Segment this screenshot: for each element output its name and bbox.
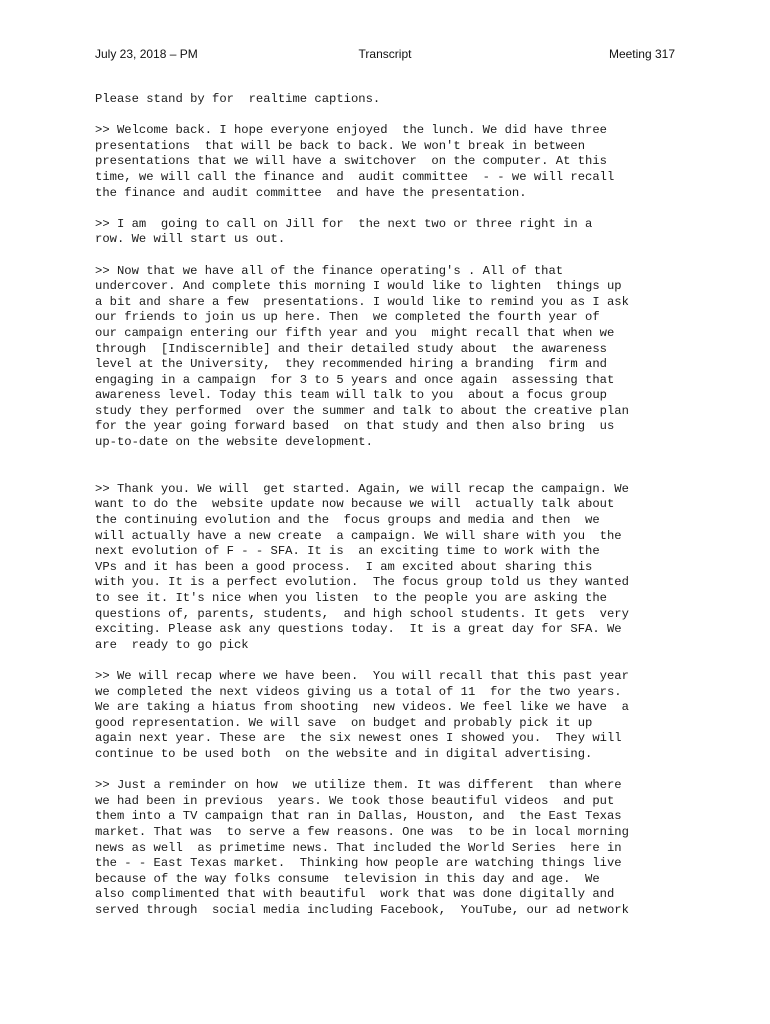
transcript-paragraph: >> We will recap where we have been. You will recall that this past year we completed the next videos giving us a total of 11 for the two years. We are taking a hiatus from shooting new videos. We feel like we have a good representation. We will save on budget and probably pick it up again next year. These are the six newest ones I showed you. They will continue to be used both on the website and in digital advertising.: [95, 668, 629, 761]
header-title: Transcript: [358, 47, 412, 61]
transcript-paragraph: >> Thank you. We will get started. Again, we will recap the campaign. We want to do the website update now because we will actually talk about the continuing evolution and the focus groups and media and then we will actually have a new create a campaign. We will share with you the next evolution of F - - SFA. It is an exciting time to work with the VPs and it has been a good process. I am excited about sharing this with you. It is a perfect evolution. The focus group told us they wanted to see it. It's nice when you listen to the people you are asking the questions of, parents, students, and high school students. It gets very exciting. Please ask any questions today. It is a great day for SFA. We are ready to go pick: [95, 481, 629, 652]
transcript-paragraph: Please stand by for realtime captions.: [95, 92, 381, 106]
transcript-body: [95, 92, 695, 934]
transcript-paragraph: >> Welcome back. I hope everyone enjoyed the lunch. We did have three presentations that will be back to back. We won't break in between presentations that we will have a switchover on the computer. At this time, we will call the finance and audit committee - - we will recall the finance and audit committee and have the presentation.: [95, 123, 615, 200]
transcript-paragraph: >> I am going to call on Jill for the next two or three right in a row. We will start us out.: [95, 216, 593, 247]
header-date: July 23, 2018 – PM: [95, 47, 198, 61]
page-header: [95, 47, 675, 67]
header-meeting-number: Meeting 317: [608, 47, 675, 61]
transcript-paragraph: >> Just a reminder on how we utilize them. It was different than where we had been in previous years. We took those beautiful videos and put them into a TV campaign that ran in Dallas, Houston, and the East Texas market. That was to serve a few reasons. One was to be in local morning news as well as primetime news. That included the World Series here in the - - East Texas market. Thinking how people are watching things live because of the way folks consume television in this day and age. We also complimented that with beautiful work that was done digitally and served through social media including Facebook, YouTube, our ad network: [95, 778, 629, 917]
transcript-paragraph: >> Now that we have all of the finance operating's . All of that undercover. And complete this morning I would like to lighten things up a bit and share a few presentations. I would like to remind you as I ask our friends to join us up here. Then we completed the fourth year of our campaign entering our fifth year and you might recall that when we through [Indiscernible] and their detailed study about the awareness level at the University, they recommended hiring a branding firm and engaging in a campaign for 3 to 5 years and once again assessing that awareness level. Today this team will talk to you about a focus group study they performed over the summer and talk to about the creative plan for the year going forward based on that study and then also bring us up-to-date on the website development.: [95, 263, 629, 450]
